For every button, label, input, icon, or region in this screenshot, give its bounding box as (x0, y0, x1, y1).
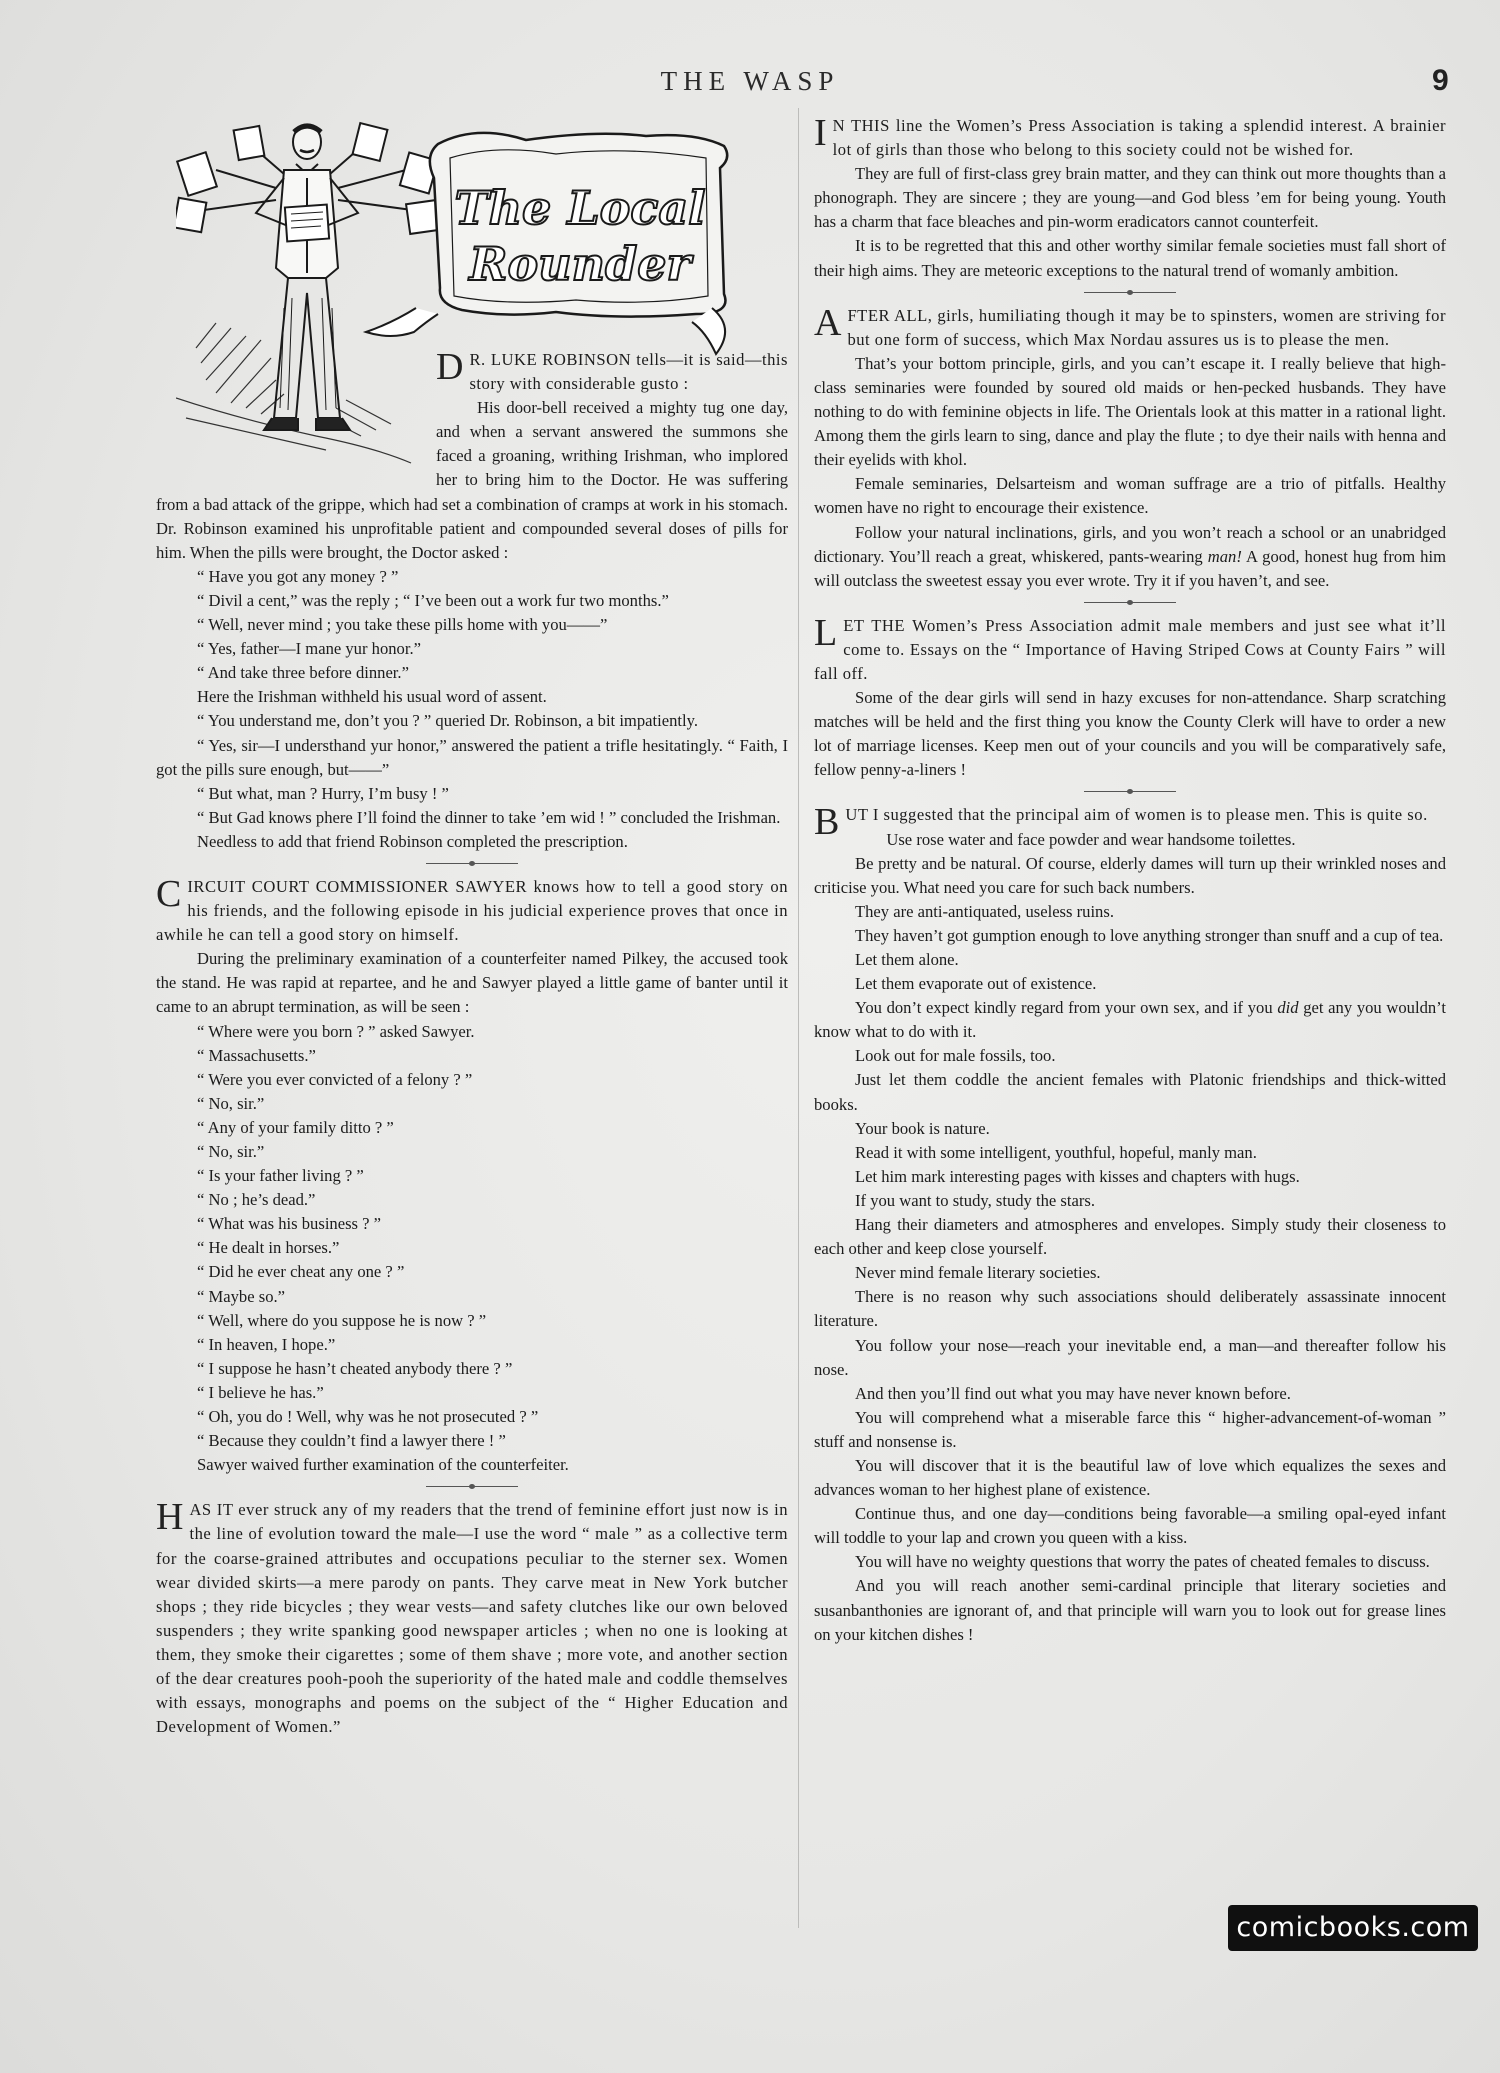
dialogue-line: “ Well, never mind ; you take these pills home with you——” (197, 615, 608, 635)
paragraph: You will comprehend what a miserable farce this “ higher-advancement-of-woman ” stuff and nonsense is. (814, 1407, 1446, 1451)
paragraph: During the preliminary examination of a counterfeiter named Pilkey, the accused took the stand. He was rapid at repartee, and he and Sawyer played a little game of banter until it came to an abrupt termination, as will be seen : (156, 949, 788, 1017)
column-divider (798, 108, 799, 1928)
paragraph: You will have no weighty questions that worry the pates of cheated females to discuss. (855, 1552, 1430, 1572)
dialogue-line: Here the Irishman withheld his usual word of assent. (197, 687, 547, 707)
paragraph: And you will reach another semi-cardinal principle that literary societies and susanbanthonies are ignorant of, and that principle will warn you to look out for grease lines on your kitchen dishes ! (814, 1576, 1446, 1644)
dialogue-line: “ Did he ever cheat any one ? ” (197, 1262, 405, 1282)
emphasis: did (1277, 998, 1299, 1018)
dialogue-line: “ He dealt in horses.” (197, 1238, 340, 1258)
dialogue-line: “ No ; he’s dead.” (197, 1190, 316, 1210)
story-feminine-effort: HAS IT ever struck any of my readers that the trend of feminine effort just now is in the line of evolution toward the male—I use the word “ male ” as a collective term for the coarse-grained attributes and occupations peculiar to the sterner sex. Women wear divided skirts—a mere parody on pants. They carve meat in New York butcher shops ; they ride bicycles ; they wear vests—and safety clutches like our own beloved suspenders ; they write spanking good newspaper articles ; when no one is looking at them, they smoke their cigarettes ; some of them shave ; more vote, and another section of the dear creatures pooh-pooh the superiority of the hated male and coddle themselves with essays, monographs and poems on the subject of the “ Higher Education and Development of Women.” (156, 1496, 788, 1737)
paragraph: Your book is nature. (855, 1118, 990, 1138)
dialogue-line: “ Maybe so.” (197, 1286, 286, 1306)
story-robinson-lead: D R. LUKE ROBINSON tells—it is said—this story with considerable gusto : (436, 346, 788, 394)
dialogue-line: “ Is your father living ? ” (197, 1166, 364, 1186)
paragraph: Read it with some intelligent, youthful, hopeful, manly man. (855, 1142, 1257, 1162)
running-header: THE WASP (660, 66, 840, 96)
dialogue-line: “ No, sir.” (197, 1093, 265, 1113)
paragraph: It is to be regretted that this and other worthy similar female societies must fall short of their high aims. They are meteoric exceptions to the natural trend of womanly ambition. (814, 236, 1446, 280)
masthead-title-line1: The Local (454, 181, 706, 235)
emphasis: man! (1207, 546, 1242, 566)
paragraph: Use rose water and face powder and wear handsome toilettes. (886, 829, 1296, 849)
dialogue-line: “ Were you ever convicted of a felony ? ” (197, 1069, 473, 1089)
drop-cap: C (156, 872, 182, 915)
dialogue-line: “ In heaven, I hope.” (197, 1334, 336, 1354)
site-watermark: comicbooks.com (1228, 1905, 1478, 1951)
dialogue-line: “ Have you got any money ? ” (197, 566, 399, 586)
right-column (814, 114, 1446, 1647)
story-please-men: BUT I suggested that the principal aim of women is to please men. This is quite so. (814, 801, 1428, 844)
paragraph: Be pretty and be natural. Of course, elderly dames will turn up their wrinkled noses and criticise you. What need you care for such back numbers. (814, 853, 1446, 897)
dialogue-line: “ What was his business ? ” (197, 1214, 382, 1234)
paragraph: Never mind female literary societies. (855, 1263, 1101, 1283)
drop-cap: A (814, 301, 842, 344)
dialogue-line: “ Because they couldn’t find a lawyer there ! ” (197, 1431, 506, 1451)
paragraph: They haven’t got gumption enough to love anything stronger than snuff and a cup of tea. (855, 925, 1444, 945)
drop-cap: D (436, 346, 464, 388)
paragraph: Continue thus, and one day—conditions being favorable—a smiling opal-eyed infant will toddle to your lap and crown you queen with a kiss. (814, 1504, 1446, 1548)
paragraph: Let them alone. (855, 950, 959, 969)
paragraph: You don’t expect kindly regard from your own sex, and if you did get any you wouldn’t know what to do with it. (814, 998, 1446, 1042)
paragraph: They are anti-antiquated, useless ruins. (855, 901, 1114, 921)
dialogue-line: “ Well, where do you suppose he is now ? ” (197, 1310, 487, 1330)
paragraph: Some of the dear girls will send in hazy excuses for non-attendance. Sharp scratching matches will be held and the first thing you know the County Clerk will have to order a new lot of marriage licenses. Keep men out of your councils and you will be comparatively safe, fellow penny-a-liners ! (814, 688, 1446, 780)
masthead-title-line2: Rounder (469, 237, 691, 291)
paragraph: Let him mark interesting pages with kisses and chapters with hugs. (855, 1166, 1300, 1186)
paragraph: If you want to study, study the stars. (855, 1190, 1095, 1210)
paragraph: That’s your bottom principle, girls, and you can’t escape it. I really believe that high-class seminaries were founded by soured old maids or hen-pecked husbands. They have nothing to do with feminine objects in life. The Orientals look at this matter in a rational light. Among them the girls learn to sing, dance and play the flute ; to dye their nails with henna and their eyelids with khol. (814, 353, 1446, 470)
section-separator (426, 1486, 518, 1487)
dialogue-line: “ But what, man ? Hurry, I’m busy ! ” (197, 783, 449, 803)
page-number: 9 (1432, 64, 1449, 97)
paragraph: Let them evaporate out of existence. (855, 974, 1097, 994)
story-press-association: I N THIS line the Women’s Press Association is taking a splendid interest. A brainier lot of girls than those who belong to this society could not be wished for. (814, 112, 1446, 160)
paragraph: And then you’ll find out what you may have never known before. (855, 1383, 1291, 1403)
paragraph: There is no reason why such associations should deliberately assassinate innocent literature. (814, 1287, 1446, 1331)
section-separator (1084, 791, 1176, 792)
dialogue-line: “ No, sir.” (197, 1142, 265, 1161)
dialogue-line: “ Any of your family ditto ? ” (197, 1117, 394, 1137)
drop-cap: I (814, 112, 827, 154)
story-sawyer-lead: CIRCUIT COURT COMMISSIONER SAWYER knows how to tell a good story on his friends, and the following episode in his judicial experience proves that once in awhile he can tell a good story on himself. (156, 872, 788, 945)
dialogue-line: Needless to add that friend Robinson completed the prescription. (197, 831, 628, 851)
paragraph: Female seminaries, Delsarteism and woman suffrage are a trio of pitfalls. Healthy women have no right to encourage their existence. (814, 474, 1446, 518)
section-separator (1084, 292, 1176, 293)
dialogue-line: “ I believe he has.” (197, 1382, 324, 1402)
illustration-spacer (154, 346, 432, 492)
section-separator (1084, 602, 1176, 603)
dialogue-line: “ Massachusetts.” (197, 1045, 316, 1065)
dialogue-line: “ Where were you born ? ” asked Sawyer. (197, 1021, 475, 1041)
paragraph: They are full of first-class grey brain matter, and they can think out more thoughts than a phonograph. They are sincere ; they are young—and God bless ’em for being young. Youth has a charm that face bleaches and pin-worm eradicators cannot counterfeit. (814, 164, 1446, 232)
dialogue-line: “ And take three before dinner.” (197, 663, 409, 683)
drop-cap: H (156, 1496, 184, 1539)
dialogue-line: “ Yes, father—I mane yur honor.” (197, 639, 421, 659)
paragraph: Look out for male fossils, too. (855, 1046, 1056, 1066)
paragraph: You will discover that it is the beautiful law of love which equalizes the sexes and advances woman to her highest plane of existence. (814, 1455, 1446, 1500)
drop-cap: L (814, 611, 838, 654)
paragraph: His door-bell received a mighty tug one day, and when a servant answered the summons she faced a groaning, writhing Irishman, who implored her to bring him to the Doctor. He was suffering from a bad attack of the grippe, which had set a combination of cramps at work in his stomach. Dr. Robinson examined his unprofitable patient and compounded several doses of pills for him. When the pills were brought, the Doctor asked : (156, 398, 788, 562)
paragraph: Just let them coddle the ancient females with Platonic friendships and thick-witted books. (814, 1070, 1446, 1114)
dialogue-line: “ Oh, you do ! Well, why was he not prosecuted ? ” (197, 1407, 539, 1427)
paragraph: Follow your natural inclinations, girls, and you won’t reach a school or an unabridged dictionary. You’ll reach a great, whiskered, pants-wearing man! A good, honest hug from him will outclass the sweetest essay you ever wrote. Try it if you haven’t, and see. (814, 522, 1447, 590)
left-column (156, 348, 788, 1739)
dialogue-line: “ I suppose he hasn’t cheated anybody there ? ” (197, 1358, 513, 1378)
dialogue-line: “ Yes, sir—I understhand yur honor,” answered the patient a trifle hesitatingly. “ Faith, I got the pills sure enough, but——” (156, 735, 788, 779)
dialogue-line: “ Divil a cent,” was the reply ; “ I’ve been out a work fur two months.” (197, 590, 669, 610)
story-male-members: LET THE Women’s Press Association admit male members and just see what it’ll come to. Essays on the “ Importance of Having Striped Cows at County Fairs ” will fall off. (814, 611, 1446, 683)
paragraph: Hang their diameters and atmospheres and envelopes. Simply study their closeness to each other and keep close yourself. (814, 1215, 1446, 1259)
drop-cap: B (814, 801, 840, 844)
story-after-all: AFTER ALL, girls, humiliating though it may be to spinsters, women are striving for but one form of success, which Max Nordau assures us is to please the men. (814, 301, 1446, 349)
paragraph: You follow your nose—reach your inevitable end, a man—and thereafter follow his nose. (814, 1335, 1446, 1379)
dialogue-line: “ But Gad knows phere I’ll foind the dinner to take ’em wid ! ” concluded the Irishman. (197, 807, 781, 827)
dialogue-line: Sawyer waived further examination of the counterfeiter. (197, 1455, 569, 1475)
dialogue-line: “ You understand me, don’t you ? ” queried Dr. Robinson, a bit impatiently. (197, 711, 698, 731)
section-separator (426, 863, 518, 864)
